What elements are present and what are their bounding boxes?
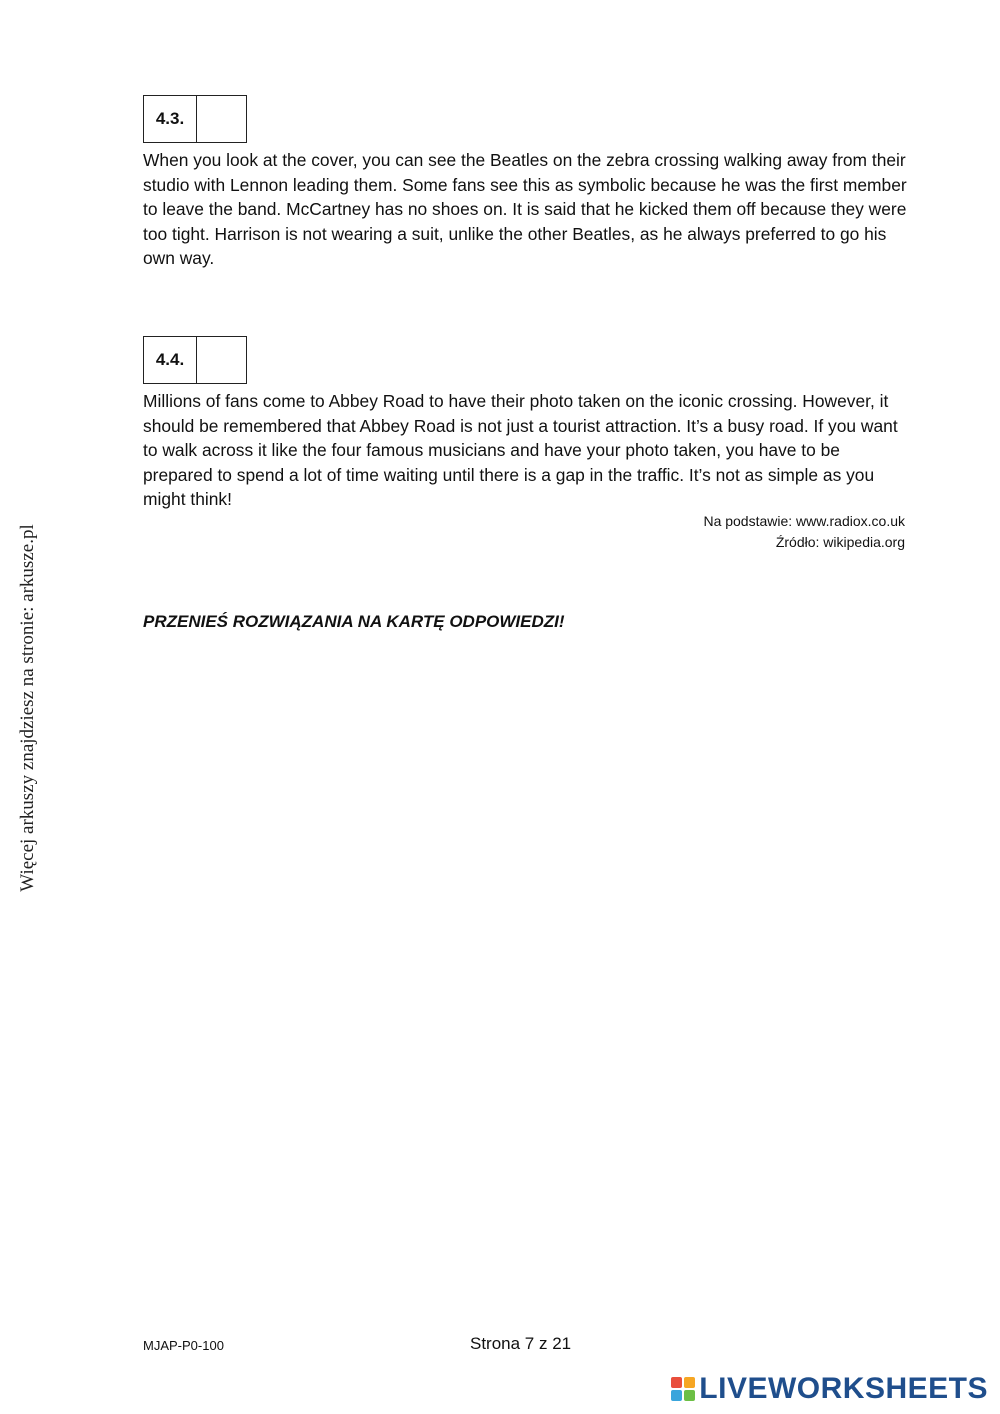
liveworksheets-icon (671, 1377, 695, 1401)
source-origin: Źródło: wikipedia.org (775, 534, 905, 550)
paragraph-4-3: When you look at the cover, you can see the Beatles on the zebra crossing walking away from their studio with Lennon leading them. Some fans see this as symbolic because he was the first member to leave the band. McCartney has no shoes on. It is said that he kicked them off because they were too tight. Harrison is not wearing a suit, unlike the other Beatles, as he always preferred to go his own way. (143, 150, 907, 268)
task-number-4-4: 4.4. (144, 337, 197, 383)
paragraph-4-4: Millions of fans come to Abbey Road to have their photo taken on the iconic crossing. However, it should be remembered that Abbey Road is not just a tourist attraction. It’s a busy road. If you want to walk across it like the four famous musicians and have your photo taken, you have to be prepared to spend a lot of time waiting until there is a gap in the traffic. It’s not as simple as you might think! (143, 391, 898, 509)
task-box-4-3 (143, 95, 247, 143)
source-based-on: Na podstawie: www.radiox.co.uk (703, 513, 905, 529)
task-box-4-4 (143, 336, 247, 384)
logo-square-green (684, 1390, 695, 1401)
answer-box-4-3[interactable] (197, 96, 246, 142)
footer-page-number: Strona 7 z 21 (470, 1334, 572, 1353)
side-note: Więcej arkuszy znajdziesz na stronie: arkusze.pl (17, 524, 38, 892)
liveworksheets-logo[interactable] (671, 1372, 988, 1406)
answer-box-4-4[interactable] (197, 337, 246, 383)
logo-square-red (671, 1377, 682, 1388)
sources (703, 511, 905, 553)
transfer-note: PRZENIEŚ ROZWIĄZANIA NA KARTĘ ODPOWIEDZI! (143, 612, 565, 631)
logo-square-orange (684, 1377, 695, 1388)
task-number-4-3: 4.3. (144, 96, 197, 142)
footer-code: MJAP-P0-100 (143, 1338, 224, 1353)
logo-square-blue (671, 1390, 682, 1401)
liveworksheets-logo-text: LIVEWORKSHEETS (699, 1372, 988, 1405)
